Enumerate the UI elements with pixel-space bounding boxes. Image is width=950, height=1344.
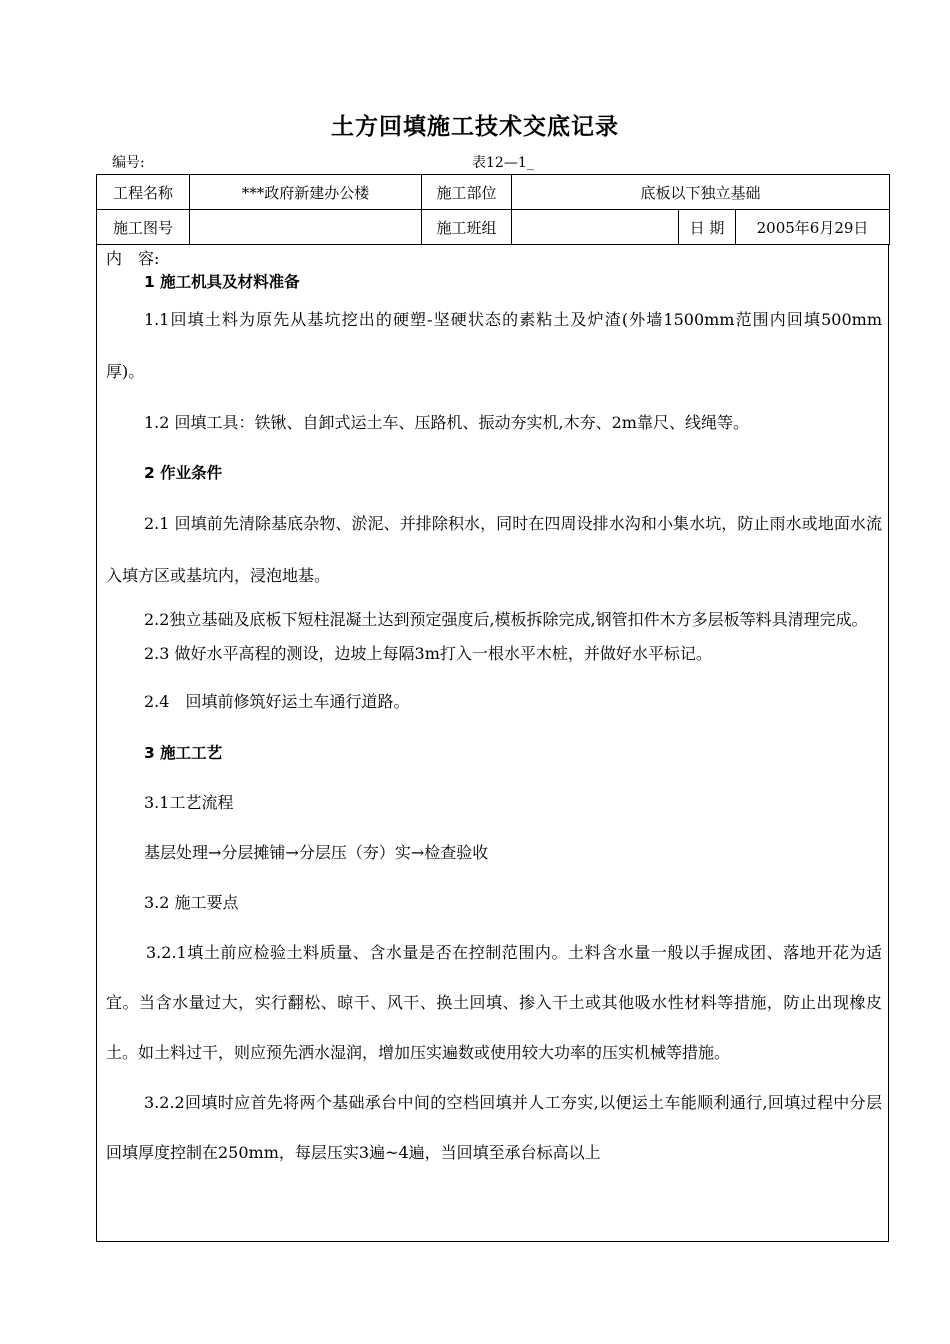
location-value: 底板以下独立基础	[512, 175, 890, 210]
record-number-label: 编号:	[112, 155, 145, 171]
date-value: 2005年6月29日	[736, 210, 890, 245]
paragraph-3-2: 3.2 施工要点	[144, 893, 239, 912]
content-label: 内 容:	[106, 249, 160, 268]
section-3-title: 3 施工工艺	[144, 744, 223, 762]
paragraph-2-2: 2.2独立基础及底板下短柱混凝土达到预定强度后,模板拆除完成,钢管扣件木方多层板等料具清理完成。	[144, 610, 868, 629]
project-name-value: ***政府新建办公楼	[190, 175, 422, 210]
project-name-label: 工程名称	[97, 175, 190, 210]
paragraph-1-1: 1.1回填土料为原先从基坑挖出的硬塑-坚硬状态的素粘土及炉渣(外墙1500mm范围内回填500mm 厚)。	[106, 310, 882, 381]
paragraph-3-2-1: 3.2.1填土前应检验土料质量、含水量是否在控制范围内。土料含水量一般以手握成团、落地开花为适宜。当含水量过大，实行翻松、晾干、风干、换土回填、掺入干土或其他吸水性材料等措施，防止出现橡皮土。如土料过干，则应预先洒水湿润，增加压实遍数或使用较大功率的压实机械等措施。	[106, 943, 882, 1062]
paragraph-2-1: 2.1 回填前先清除基底杂物、淤泥、并排除积水，同时在四周设排水沟和小集水坑，防止雨水或地面水流入填方区或基坑内，浸泡地基。	[106, 514, 882, 585]
header-table	[96, 174, 890, 245]
section-1-title: 1 施工机具及材料准备	[144, 273, 300, 291]
location-label: 施工部位	[422, 175, 512, 210]
drawing-no-value	[190, 210, 422, 245]
content-body	[106, 248, 882, 1178]
document-title: 土方回填施工技术交底记录	[331, 113, 619, 140]
paragraph-1-2: 1.2 回填工具：铁锹、自卸式运土车、压路机、振动夯实机,木夯、2m靠尺、线绳等。	[144, 413, 749, 432]
section-2-title: 2 作业条件	[144, 464, 223, 482]
paragraph-3-2-2: 3.2.2回填时应首先将两个基础承台中间的空档回填并人工夯实,以便运土车能顺利通行,回填过程中分层回填厚度控制在250mm，每层压实3遍~4遍，当回填至承台标高以上	[106, 1093, 882, 1162]
paragraph-3-1: 3.1工艺流程	[144, 793, 234, 812]
team-label: 施工班组	[422, 210, 512, 245]
process-flow: 基层处理→分层摊铺→分层压（夯）实→检查验收	[144, 843, 489, 862]
date-label: 日 期	[679, 210, 736, 245]
team-value	[512, 210, 679, 245]
form-number: 表12—1_	[472, 155, 534, 171]
paragraph-2-4: 2.4 回填前修筑好运土车通行道路。	[144, 692, 410, 711]
drawing-no-label: 施工图号	[97, 210, 190, 245]
paragraph-2-3: 2.3 做好水平高程的测设，边坡上每隔3m打入一根水平木桩，并做好水平标记。	[144, 644, 712, 663]
